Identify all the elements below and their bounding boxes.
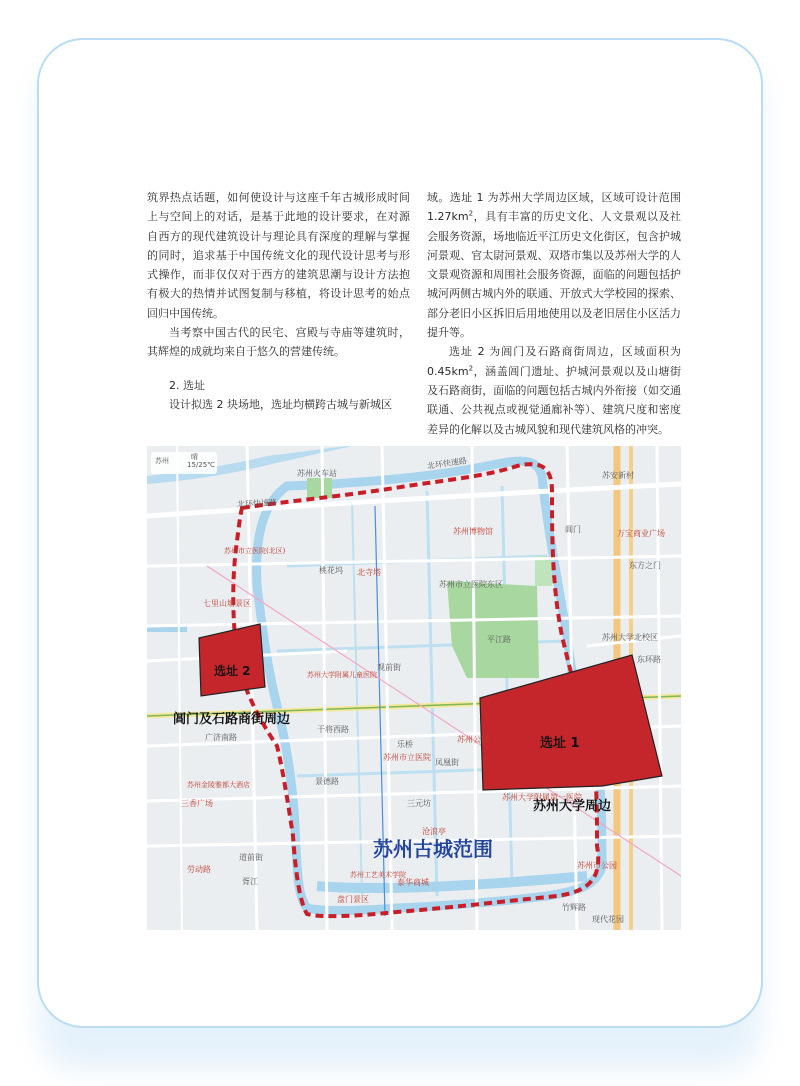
place-taohuawu: 桃花坞	[319, 566, 343, 575]
weather-condition: 晴	[191, 453, 198, 461]
place-hospital-north: 苏州市立医院(北区)	[224, 547, 286, 555]
place-east-ring: 东环路	[637, 655, 661, 664]
place-sanyuan: 三元坊	[407, 799, 431, 808]
place-hospital-east: 苏州市立医院东区	[439, 580, 503, 589]
place-highway-north: 北环快速路	[426, 456, 468, 471]
site-1-label: 选址 1	[540, 736, 580, 751]
site-2-label: 选址 2	[214, 664, 251, 678]
place-fengmen: 凤凰街	[435, 758, 459, 767]
place-canglang: 沧浪亭	[422, 827, 446, 836]
old-city-label: 苏州古城范围	[373, 837, 493, 861]
place-hotel: 苏州金陵雅都大酒店	[187, 781, 250, 789]
site-1-caption: 苏州大学周边	[533, 799, 612, 814]
place-taihua: 泰华商城	[397, 878, 429, 887]
place-xujiang: 胥江	[242, 877, 258, 886]
place-city-park: 苏州市公园	[577, 861, 617, 870]
place-park: 苏州公园	[457, 735, 489, 744]
place-station: 苏州火车站	[297, 469, 337, 478]
place-panmen: 盘门景区	[337, 895, 369, 904]
right-paragraph-1: 域。选址 1 为苏州大学周边区域，区域可设计范围 $1.27km^2$，具有丰富的历史文化、人文景观以及社会服务资源，场地临近平江历史文化街区，包含护城河景观、官太尉河景观、双塔市集以及苏州大学的人文景观资源和周围社会服务资源，面临的问题包括护城河两侧古城内外的联通、开放式大学校园的探索、部分老旧小区拆旧后用地使用以及老旧居住小区活力提升等。	[427, 191, 681, 340]
left-column	[147, 188, 410, 414]
right-column	[427, 188, 681, 439]
place-qili: 七里山塘景区	[203, 599, 251, 608]
place-university-north: 苏州大学北校区	[602, 633, 658, 642]
section-title: 2. 选址	[169, 378, 205, 392]
place-tinghu: 竹辉路	[562, 903, 586, 912]
weather-city: 苏州	[155, 457, 169, 465]
left-paragraph-1: 筑界热点话题，如何使设计与这座千年古城形成时间上与空间上的对话，是基于此地的设计要求，在对源自西方的现代建筑设计与理论具有深度的理解与掌握的同时，追求基于中国传统文化的现代设计思考与形式操作，而非仅仅对于西方的建筑思潮与设计方法抱有极大的热情并试图复制与移植，将设计思考的始点回归中国传统。	[147, 191, 410, 320]
place-guanqian: 观前街	[377, 663, 401, 672]
place-sutong: 苏安新村	[602, 471, 634, 480]
place-sanxiang: 三香广场	[181, 799, 213, 808]
place-wanbao: 万宝商业广场	[617, 529, 665, 538]
left-paragraph-3: 设计拟选 2 块场地，选址均横跨古城与新城区	[169, 397, 392, 411]
place-children-hospital: 苏州大学附属儿童医院	[307, 671, 377, 679]
place-dongfang: 东方之门	[629, 561, 661, 570]
place-laodong: 劳动路	[187, 865, 211, 874]
site-map	[147, 446, 681, 930]
place-highway-west: 北环快速路	[236, 497, 278, 510]
place-daoqian: 道前街	[239, 853, 263, 862]
place-jingde: 景德路	[315, 777, 339, 786]
site-2-caption: 阊门及石路商街周边	[173, 712, 291, 727]
place-guangji: 广济南路	[205, 733, 237, 742]
place-leqiao: 乐桥	[397, 740, 413, 749]
place-beisita: 北寺塔	[357, 568, 381, 577]
place-first-hospital: 苏州大学附属第一医院	[502, 793, 582, 802]
right-paragraph-2: 选址 2 为阊门及石路商街周边，区域面积为 $0.45km^2$，涵盖阊门遗址、护城河景观以及山塘街及石路商街，面临的问题包括古城内外衔接（如交通联通、公共视点或视觉通廊补等）、建筑尺度和密度差异的化解以及古城风貌和现代建筑风格的冲突。	[427, 345, 681, 436]
place-pingjiang: 平江路	[487, 635, 511, 644]
place-city-hospital: 苏州市立医院	[383, 753, 431, 762]
place-museum: 苏州博物馆	[453, 527, 493, 536]
place-modern-garden: 现代花园	[592, 915, 624, 924]
weather-temperature: 15/25℃	[187, 461, 216, 469]
place-art-college: 苏州工艺美术学院	[350, 871, 406, 879]
place-chinatown: 阊门	[565, 525, 581, 534]
place-ganjiang: 干将西路	[317, 725, 349, 734]
left-paragraph-2: 当考察中国古代的民宅、宫殿与寺庙等建筑时，其辉煌的成就均来自于悠久的营建传统。	[147, 326, 410, 359]
